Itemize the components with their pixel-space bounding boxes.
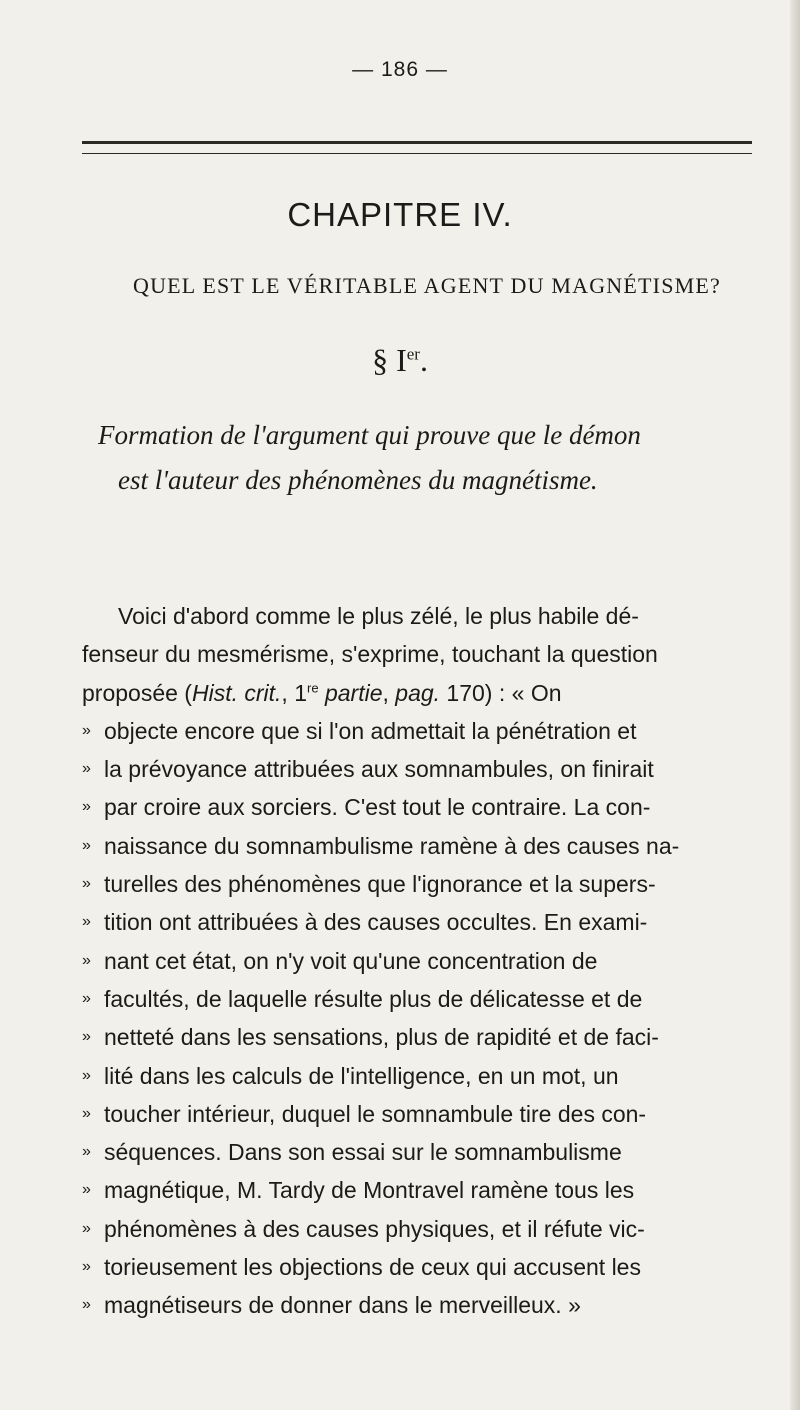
quoted-line bbox=[82, 903, 772, 941]
quoted-lines bbox=[82, 712, 772, 1325]
header-rule-thin bbox=[82, 153, 752, 154]
quoted-line-text: toucher intérieur, duquel le somnambule tire des con- bbox=[104, 1100, 647, 1127]
quoted-line bbox=[82, 1171, 772, 1209]
quoted-line-text: tition ont attribuées à des causes occultes. En exami- bbox=[104, 909, 648, 936]
paragraph-line: fenseur du mesmérisme, s'exprime, touchant la question bbox=[82, 641, 658, 668]
quoted-line-text: la prévoyance attribuées aux somnambules, on finirait bbox=[104, 756, 654, 783]
quoted-line bbox=[82, 865, 772, 903]
quoted-line-text: magnétique, M. Tardy de Montravel ramène tous les bbox=[104, 1177, 635, 1204]
header-rule-thick bbox=[82, 141, 752, 144]
quoted-line bbox=[82, 827, 772, 865]
quote-mark: » bbox=[82, 913, 91, 931]
quoted-line-text: naissance du somnambulisme ramène à des causes na- bbox=[104, 832, 680, 859]
quoted-line bbox=[82, 942, 772, 980]
quoted-line bbox=[82, 1286, 772, 1324]
quoted-line-text: magnétiseurs de donner dans le merveilleux. » bbox=[104, 1292, 581, 1319]
quoted-line-text: séquences. Dans son essai sur le somnambulisme bbox=[104, 1139, 622, 1166]
quoted-line-text: lité dans les calculs de l'intelligence, en un mot, un bbox=[104, 1062, 619, 1089]
chapter-heading: CHAPITRE IV. bbox=[287, 196, 513, 233]
quote-mark: » bbox=[82, 1219, 91, 1237]
quoted-line-text: objecte encore que si l'on admettait la pénétration et bbox=[104, 717, 637, 744]
quoted-line-text: netteté dans les sensations, plus de rapidité et de faci- bbox=[104, 1024, 659, 1051]
section-number: I bbox=[396, 342, 407, 378]
section-title bbox=[98, 413, 778, 503]
quote-mark: » bbox=[82, 1296, 91, 1314]
quoted-line bbox=[82, 1018, 772, 1056]
quoted-line bbox=[82, 750, 772, 788]
section-sup: er bbox=[406, 344, 420, 364]
quoted-line bbox=[82, 1133, 772, 1171]
quote-mark: » bbox=[82, 721, 91, 739]
quoted-line-text: phénomènes à des causes physiques, et il réfute vic- bbox=[104, 1215, 645, 1242]
quote-mark: » bbox=[82, 1143, 91, 1161]
page-number: — 186 — bbox=[352, 58, 448, 81]
quote-mark: » bbox=[82, 1104, 91, 1122]
quote-mark: » bbox=[82, 1181, 91, 1199]
section-dot: . bbox=[419, 342, 428, 378]
quote-mark: » bbox=[82, 836, 91, 854]
quote-mark: » bbox=[82, 1028, 91, 1046]
paragraph bbox=[82, 597, 772, 1325]
quoted-line bbox=[82, 980, 772, 1018]
quoted-line-text: nant cet état, on n'y voit qu'une concentration de bbox=[104, 947, 598, 974]
quote-mark: » bbox=[82, 798, 91, 816]
quote-mark: » bbox=[82, 1066, 91, 1084]
quoted-line-text: turelles des phénomènes que l'ignorance et la supers- bbox=[104, 871, 656, 898]
quoted-line-text: par croire aux sorciers. C'est tout le contraire. La con- bbox=[104, 794, 651, 821]
quote-mark: » bbox=[82, 989, 91, 1007]
quoted-line bbox=[82, 1095, 772, 1133]
quoted-line-text: facultés, de laquelle résulte plus de délicatesse et de bbox=[104, 985, 643, 1012]
paragraph-line: proposée (Hist. crit., 1re partie, pag. 170) : « On bbox=[82, 679, 562, 706]
chapter-subtitle: QUEL EST LE VÉRITABLE AGENT DU MAGNÉTISME? bbox=[132, 273, 721, 298]
quoted-line bbox=[82, 1210, 772, 1248]
quoted-line bbox=[82, 712, 772, 750]
quote-mark: » bbox=[82, 875, 91, 893]
quoted-line bbox=[82, 788, 772, 826]
section-heading bbox=[0, 342, 800, 379]
quote-mark: » bbox=[82, 760, 91, 778]
quote-mark: » bbox=[82, 951, 91, 969]
section-mark: § bbox=[372, 342, 389, 378]
paragraph-line: Voici d'abord comme le plus zélé, le plus habile dé- bbox=[118, 603, 639, 629]
quoted-line-text: torieusement les objections de ceux qui accusent les bbox=[104, 1254, 641, 1281]
quoted-line bbox=[82, 1248, 772, 1286]
section-title-line-1: Formation de l'argument qui prouve que le démon bbox=[98, 420, 641, 450]
section-title-line-2: est l'auteur des phénomènes du magnétisme. bbox=[118, 465, 598, 495]
quote-mark: » bbox=[82, 1258, 91, 1276]
quoted-line bbox=[82, 1057, 772, 1095]
